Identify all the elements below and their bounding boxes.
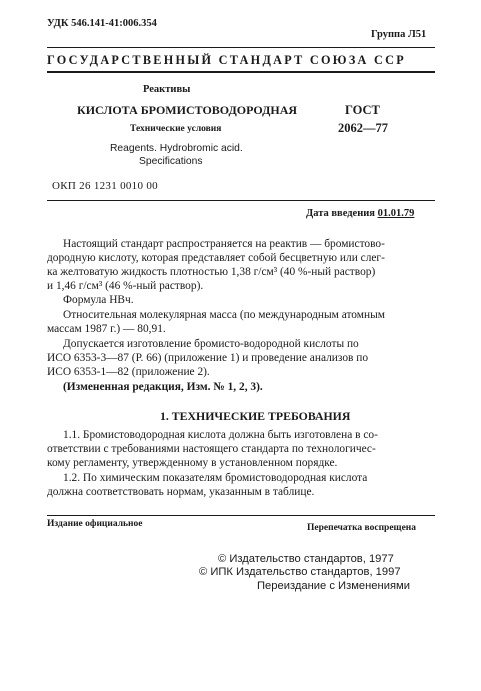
text-line: ИСО 6353-1—82 (приложение 2). [47,366,210,379]
text-line: ответствии с требованиями настоящего стандарта по технологичес- [47,443,376,455]
text-line: дородную кислоту, которая представляет собой бесцветную или слег- [47,252,385,264]
document-title: КИСЛОТА БРОМИСТОВОДОРОДНАЯ [77,103,298,117]
mass-paragraph-cont [47,322,435,336]
copyright-1997: © ИПК Издательство стандартов, 1997 [199,566,401,578]
text-line: Настоящий стандарт распространяется на реактив — бромистово- [63,238,385,250]
text-line: ИСО 6353-3—87 (Р. 66) (приложение 1) и проведение анализов по [47,352,369,364]
formula-line: Формула HBч. [63,294,134,306]
standard-banner: ГОСУДАРСТВЕННЫЙ СТАНДАРТ СОЮЗА ССР [47,53,406,67]
gost-label: ГОСТ [345,103,380,117]
clause-1-1 [63,428,435,442]
text-line: должна соответствовать нормам, указанным в таблице. [47,486,315,498]
top-rule [47,47,435,48]
mass-paragraph [63,308,435,322]
clause-1-2 [63,471,435,485]
group-code: Группа Л51 [371,29,427,40]
text-line: кому регламенту, утвержденному в установленном порядке. [47,457,338,470]
scope-paragraph-cont [47,251,435,294]
text-line: массам 1987 г.) — 80,91. [47,323,166,335]
okp-code: ОКП 26 1231 0010 00 [52,180,158,192]
text-line: Относительная молекулярная масса (по международным атомным [63,309,385,321]
text-line: Допускается изготовление бромисто-водородной кислоты по [63,338,359,350]
iso-paragraph [63,337,435,351]
introduction-date [306,208,414,219]
official-edition: Издание официальное [47,519,143,529]
reprint-notice: Перепечатка воспрещена [307,523,417,533]
text-line: 1.2. По химическим показателям бромистоводородная кислота [63,472,368,484]
english-title: Reagents. Hydrobromic acid. [110,143,243,154]
okp-rule [47,200,435,201]
amendment-note: (Измененная редакция, Изм. № 1, 2, 3). [63,381,263,393]
gost-number: 2062—77 [338,121,388,135]
copyright-1977: © Издательство стандартов, 1977 [218,553,394,565]
scope-paragraph [63,237,435,251]
iso-paragraph-cont [47,351,435,379]
date-label: Дата введения [306,208,375,219]
date-value: 01.01.79 [377,208,415,219]
document-subtitle: Технические условия [130,124,222,134]
udk-code: УДК 546.141-41:006.354 [47,18,157,29]
text-line: 1.1. Бромистоводородная кислота должна быть изготовлена в со- [63,429,378,441]
english-subtitle: Specifications [139,156,203,167]
footer-rule [47,515,435,516]
reissue-note: Переиздание с Изменениями [257,580,410,592]
banner-rule [47,71,435,73]
text-line: ка желтоватую жидкость плотностью 1,38 г/см³ (40 %-ный раствор) [47,266,376,279]
section-heading: 1. ТЕХНИЧЕСКИЕ ТРЕБОВАНИЯ [160,409,351,423]
category-label: Реактивы [143,84,191,95]
clause-1-1-cont [47,442,435,470]
text-line: и 1,46 г/см³ (46 %-ный раствор). [47,280,204,293]
clause-1-2-cont [47,485,435,499]
